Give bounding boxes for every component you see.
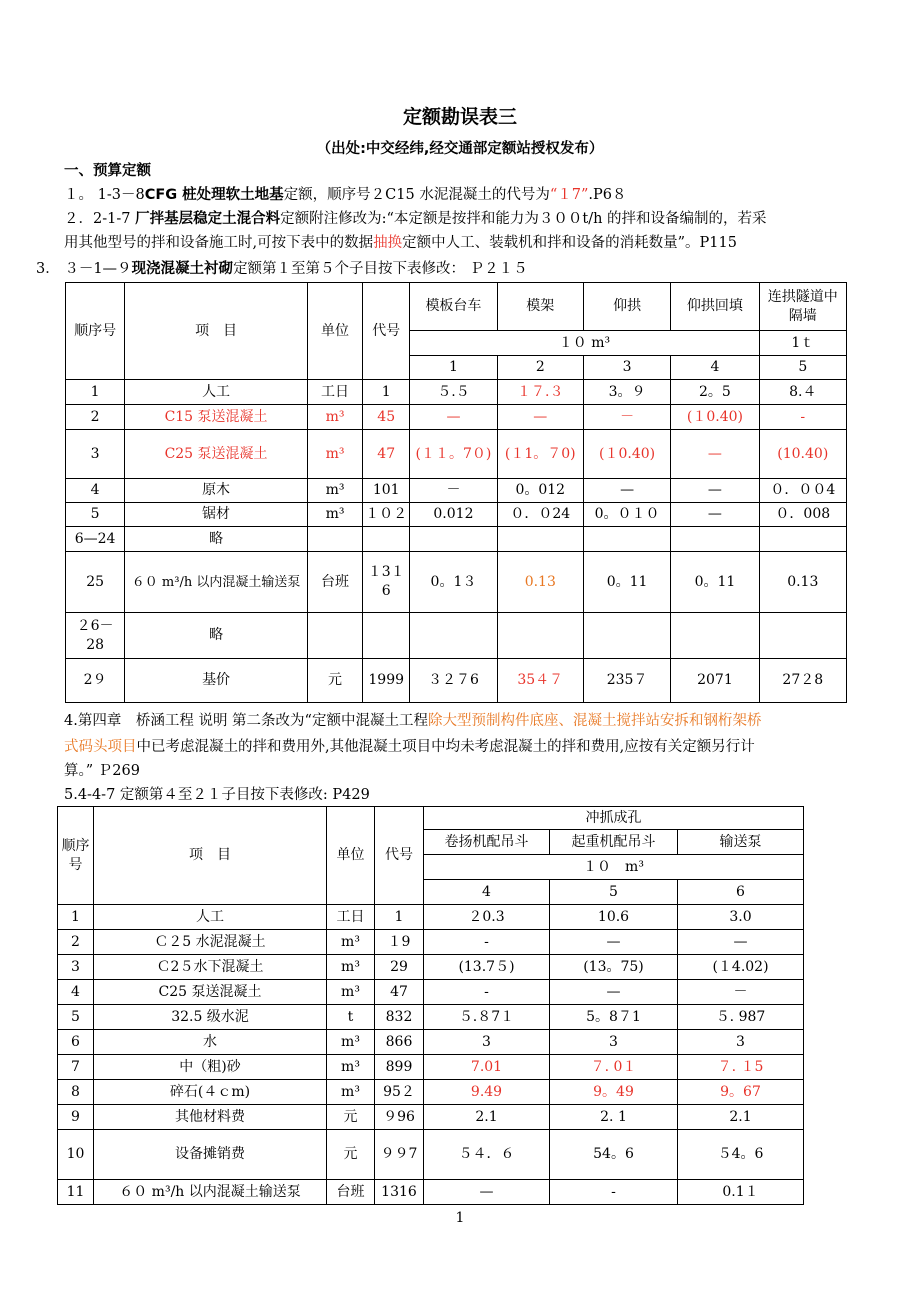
header-item: 项 目 (94, 807, 327, 905)
table-row (58, 1055, 804, 1080)
table-row (66, 659, 847, 703)
cell-value: 3.0 (678, 905, 804, 930)
cell-seq: 10 (58, 1130, 94, 1180)
header-col-5: 连拱隧道中隔墙 (759, 283, 846, 331)
cell-unit: m³ (307, 479, 362, 503)
cell-unit: 工日 (307, 380, 362, 405)
cell-unit: 元 (327, 1105, 375, 1130)
cell-value: (１1。７0) (497, 430, 583, 479)
cell-value: － (583, 405, 670, 430)
cell-seq: 8 (58, 1080, 94, 1105)
header-col-1: 模板台车 (410, 283, 497, 331)
table-row (66, 380, 847, 405)
cell-item: 设备摊销费 (94, 1130, 327, 1180)
cell-seq: 9 (58, 1105, 94, 1130)
cell-value: － (678, 980, 804, 1005)
cell-code: ９96 (375, 1105, 424, 1130)
cell-unit: m³ (327, 980, 375, 1005)
cell-code: 47 (363, 430, 410, 479)
cell-value: 0.1１ (678, 1180, 804, 1205)
cell-value: (１4.02) (678, 955, 804, 980)
header-col-3: 输送泵 (678, 830, 804, 855)
table-row (58, 955, 804, 980)
cell-value: 5。8７1 (550, 1005, 678, 1030)
cell-unit: m³ (327, 955, 375, 980)
header-unit-col-5: 1ｔ (759, 331, 846, 356)
cell-value: 10.6 (550, 905, 678, 930)
cell-value: (13.7５) (424, 955, 550, 980)
cell-value: — (424, 1180, 550, 1205)
cell-value: 8.４ (759, 380, 846, 405)
cell-value: 235７ (583, 659, 670, 703)
cell-unit: m³ (327, 1055, 375, 1080)
cell-item: 32.5 级水泥 (94, 1005, 327, 1030)
cell-unit: m³ (327, 1030, 375, 1055)
cell-code: 101 (363, 479, 410, 503)
header-code: 代号 (363, 283, 410, 380)
cell-value: ０．０24 (497, 503, 583, 527)
table-row (66, 552, 847, 613)
header-unit-group: １０ m³ (424, 855, 804, 880)
header-num-3: 3 (583, 356, 670, 380)
cell-item: 水 (94, 1030, 327, 1055)
table-row (58, 1080, 804, 1105)
cell-item: 中（粗)砂 (94, 1055, 327, 1080)
cell-value: (１0.40) (583, 430, 670, 479)
cell-unit: 元 (327, 1130, 375, 1180)
header-col-3: 仰拱 (583, 283, 670, 331)
cell-item: 人工 (125, 380, 308, 405)
page-title: 定额勘误表三 (402, 106, 517, 128)
cell-value: 7.01 (424, 1055, 550, 1080)
erratum-item-2: ２．2-1-7 厂拌基层稳定土混合料定额附注修改为:“本定额是按拌和能力为３００t/h 的拌和设备编制的，若采 (64, 211, 767, 227)
header-num-4: 4 (671, 356, 759, 380)
header-unit: 单位 (327, 807, 375, 905)
cell-code: １3１6 (363, 552, 410, 613)
cell-value: ０．008 (759, 503, 846, 527)
cell-value: 2.1 (678, 1105, 804, 1130)
cell-item: 其他材料费 (94, 1105, 327, 1130)
cell-value: 2. 1 (550, 1105, 678, 1130)
cell-unit: t (327, 1005, 375, 1030)
table-row (58, 980, 804, 1005)
erratum-item-4: 4.第四章 桥涵工程 说明 第二条改为“定额中混凝土工程除大型预制构件底座、混凝土搅拌站安拆和钢桁架桥 (64, 713, 762, 729)
header-unit-group: １０ m³ (410, 331, 759, 356)
cell-value: - (759, 405, 846, 430)
cell-value: ５.８7１ (424, 1005, 550, 1030)
cell-value: ０．００4 (759, 479, 846, 503)
cell-value: ５４．６ (424, 1130, 550, 1180)
table-row (58, 1030, 804, 1055)
cell-seq: 3 (66, 430, 125, 479)
cell-value: ３２７6 (410, 659, 497, 703)
table-row (58, 1105, 804, 1130)
cell-value: - (550, 1180, 678, 1205)
header-num-1: 1 (410, 356, 497, 380)
cell-code: 95２ (375, 1080, 424, 1105)
table-bored-pile-quota (57, 806, 804, 1205)
table-row (58, 930, 804, 955)
cell-value: 3。９ (583, 380, 670, 405)
cell-value: ５.５ (410, 380, 497, 405)
erratum-item-2-cont: 用其他型号的拌和设备施工时,可按下表中的数据抽换定额中人工、装载机和拌和设备的消耗数量”。P115 (64, 235, 737, 251)
cell-value: 0。1３ (410, 552, 497, 613)
cell-code: 1 (375, 905, 424, 930)
table-row (66, 527, 847, 552)
cell-code: １０２ (363, 503, 410, 527)
cell-value: － (410, 479, 497, 503)
cell-item: ６０ m³/h 以内混凝土输送泵 (125, 552, 308, 613)
cell-value: ５. 987 (678, 1005, 804, 1030)
cell-seq: 3 (58, 955, 94, 980)
table-row (58, 1130, 804, 1180)
header-col-1: 卷扬机配吊斗 (424, 830, 550, 855)
table-row (66, 479, 847, 503)
cell-value: — (497, 405, 583, 430)
cell-code: 1316 (375, 1180, 424, 1205)
cell-value: 27２8 (759, 659, 846, 703)
cell-unit: m³ (307, 503, 362, 527)
cell-seq: 6—24 (66, 527, 125, 552)
cell-seq: 2 (66, 405, 125, 430)
cell-unit: m³ (327, 930, 375, 955)
erratum-item-1: １。 1-3－8CFG 桩处理软土地基定额，顺序号２C15 水泥混凝土的代号为“１7”.P6８ (64, 187, 627, 203)
cell-item: 锯材 (125, 503, 308, 527)
cell-value: 2。5 (671, 380, 759, 405)
page-number: 1 (455, 1210, 465, 1226)
cell-unit: m³ (307, 405, 362, 430)
cell-unit: m³ (307, 430, 362, 479)
cell-value: 2071 (671, 659, 759, 703)
cell-value: 0。０１０ (583, 503, 670, 527)
cell-code: 832 (375, 1005, 424, 1030)
cell-item: 基价 (125, 659, 308, 703)
cell-value: — (550, 930, 678, 955)
header-num-2: 5 (550, 880, 678, 905)
cell-seq: 2９ (66, 659, 125, 703)
header-group: 冲抓成孔 (424, 807, 804, 830)
header-seq: 顺序号 (58, 807, 94, 905)
cell-value: — (583, 479, 670, 503)
cell-item: 原木 (125, 479, 308, 503)
cell-seq: 6 (58, 1030, 94, 1055)
cell-code: 1999 (363, 659, 410, 703)
cell-value: 0.13 (497, 552, 583, 613)
page-subtitle: （出处:中交经纬,经交通部定额站授权发布） (316, 141, 604, 157)
cell-value: — (410, 405, 497, 430)
cell-value: — (671, 479, 759, 503)
cell-item: C25 泵送混凝土 (125, 430, 308, 479)
cell-seq: 11 (58, 1180, 94, 1205)
cell-seq: 4 (66, 479, 125, 503)
header-unit: 单位 (307, 283, 362, 380)
cell-code: ９９7 (375, 1130, 424, 1180)
header-num-5: 5 (759, 356, 846, 380)
cell-unit: m³ (327, 1080, 375, 1105)
cell-value: (13。75) (550, 955, 678, 980)
cell-value: 0.012 (410, 503, 497, 527)
cell-value: 35４７ (497, 659, 583, 703)
cell-value: 0。11 (583, 552, 670, 613)
header-num-3: 6 (678, 880, 804, 905)
cell-value: 54。6 (550, 1130, 678, 1180)
cell-code: 47 (375, 980, 424, 1005)
cell-value: ７. １5 (678, 1055, 804, 1080)
cell-value: - (424, 930, 550, 955)
header-item: 项 目 (125, 283, 308, 380)
cell-value: 0.13 (759, 552, 846, 613)
cell-value: 9.49 (424, 1080, 550, 1105)
section-heading: 一、预算定额 (64, 163, 151, 179)
cell-value: ２0.3 (424, 905, 550, 930)
cell-value: (10.40) (759, 430, 846, 479)
header-num-1: 4 (424, 880, 550, 905)
cell-code: 1 (363, 380, 410, 405)
table-row (58, 1180, 804, 1205)
cell-unit: 台班 (327, 1180, 375, 1205)
cell-seq: 1 (58, 905, 94, 930)
cell-value: - (424, 980, 550, 1005)
cell-value: — (678, 930, 804, 955)
table-row (66, 613, 847, 659)
cell-item: Ｃ２5 水泥混凝土 (94, 930, 327, 955)
cell-item: C25 泵送混凝土 (94, 980, 327, 1005)
cell-value: 9。67 (678, 1080, 804, 1105)
header-code: 代号 (375, 807, 424, 905)
cell-value: 3 (550, 1030, 678, 1055)
cell-value: — (550, 980, 678, 1005)
table-lining-quota (65, 282, 847, 703)
table-row (58, 905, 804, 930)
cell-code: 45 (363, 405, 410, 430)
table-row (58, 1005, 804, 1030)
cell-value: 0。012 (497, 479, 583, 503)
cell-code: １9 (375, 930, 424, 955)
cell-value: ５4。6 (678, 1130, 804, 1180)
cell-unit: 工日 (327, 905, 375, 930)
cell-seq: 1 (66, 380, 125, 405)
cell-seq: 4 (58, 980, 94, 1005)
cell-value: 3 (424, 1030, 550, 1055)
cell-seq: 5 (58, 1005, 94, 1030)
erratum-item-3: 3． ３－1—９现浇混凝土衬砌定额第１至第５个子目按下表修改： Ｐ２１５ (36, 261, 528, 277)
table-row (66, 503, 847, 527)
cell-value: — (671, 503, 759, 527)
cell-seq: ２6－28 (66, 613, 125, 659)
cell-item: 碎石(４ｃm) (94, 1080, 327, 1105)
cell-value: ７. 0１ (550, 1055, 678, 1080)
cell-value: 0。11 (671, 552, 759, 613)
cell-value: (１0.40) (671, 405, 759, 430)
cell-item: 人工 (94, 905, 327, 930)
header-col-4: 仰拱回填 (671, 283, 759, 331)
cell-item: Ｃ2５水下混凝土 (94, 955, 327, 980)
cell-value: 3 (678, 1030, 804, 1055)
cell-item: C15 泵送混凝土 (125, 405, 308, 430)
erratum-item-4-end: 算。” Ｐ269 (64, 763, 140, 779)
table-row (66, 430, 847, 479)
cell-item: 略 (125, 527, 308, 552)
erratum-item-4-cont: 式码头项目中已考虑混凝土的拌和费用外,其他混凝土项目中均未考虑混凝土的拌和费用,应按有关定额另行计 (64, 739, 755, 755)
cell-seq: 7 (58, 1055, 94, 1080)
cell-item: 略 (125, 613, 308, 659)
cell-value: — (671, 430, 759, 479)
cell-code: 866 (375, 1030, 424, 1055)
header-seq: 顺序号 (66, 283, 125, 380)
table-row (66, 405, 847, 430)
header-col-2: 模架 (497, 283, 583, 331)
cell-item: ６０ m³/h 以内混凝土输送泵 (94, 1180, 327, 1205)
erratum-item-5: 5.4-4-7 定额第４至２１子目按下表修改: P429 (64, 787, 370, 803)
cell-value: 2.1 (424, 1105, 550, 1130)
cell-value: 9。49 (550, 1080, 678, 1105)
cell-value: (１１。7０) (410, 430, 497, 479)
header-num-2: 2 (497, 356, 583, 380)
cell-value: １７.３ (497, 380, 583, 405)
cell-seq: 25 (66, 552, 125, 613)
cell-seq: 5 (66, 503, 125, 527)
header-col-2: 起重机配吊斗 (550, 830, 678, 855)
cell-code: 29 (375, 955, 424, 980)
cell-code: 899 (375, 1055, 424, 1080)
cell-unit: 台班 (307, 552, 362, 613)
cell-unit: 元 (307, 659, 362, 703)
cell-seq: 2 (58, 930, 94, 955)
